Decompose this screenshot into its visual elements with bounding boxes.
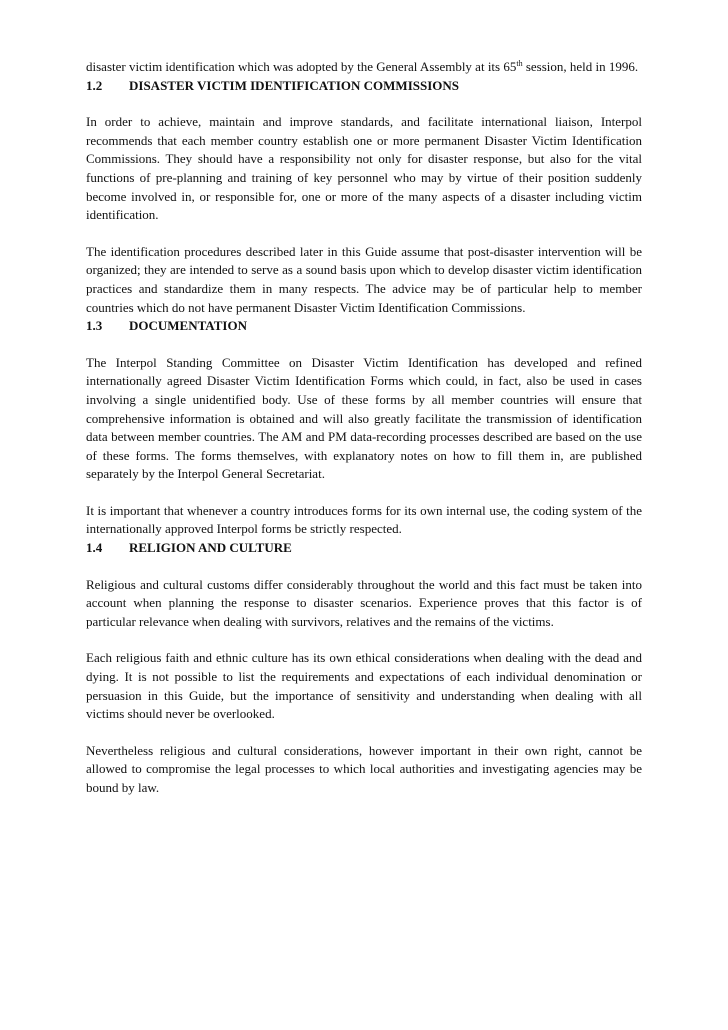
document-page [86,58,642,798]
section-title: RELIGION AND CULTURE [129,540,292,556]
section-heading-1-3 [86,317,642,336]
paragraph: It is important that whenever a country introduces forms for its own internal use, the coding system of the internationally approved Interpol forms be strictly respected. [86,502,642,537]
paragraph: Nevertheless religious and cultural considerations, however important in their own right, cannot be allowed to compromise the legal processes to which local authorities and investigating agencies may be bound by law. [86,742,642,795]
paragraph: The identification procedures described later in this Guide assume that post-disaster intervention will be organized; they are intended to serve as a sound basis upon which to develop disaster victim identification practices and standardize them in many respects. The advice may be of particular help to member countries which do not have permanent Disaster Victim Identification Commissions. [86,243,642,315]
intro-paragraph [86,58,642,77]
section-number: 1.4 [86,540,103,556]
intro-text: disaster victim identification which was adopted by the General Assembly at its 65 [86,59,517,74]
section-number: 1.2 [86,77,103,93]
paragraph: Each religious faith and ethnic culture has its own ethical considerations when dealing with the dead and dying. It is not possible to list the requirements and expectations of each individual denomination or persuasion in this Guide, but the importance of sensitivity and understanding when dealing with all victims should never be overlooked. [86,650,642,722]
ordinal-superscript: th [516,59,523,68]
paragraph: The Interpol Standing Committee on Disaster Victim Identification has developed and refined internationally agreed Disaster Victim Identification Forms which could, in fact, also be used in cases involving a single unidentified body. Use of these forms by all member countries will ensure that comprehensive information is obtained and will also greatly facilitate the transmission of identification data between member countries. The AM and PM data-recording processes described are based on the use of these forms. The forms themselves, with explanatory notes on how to fill them in, are published separately by the Interpol General Secretariat. [86,354,642,482]
paragraph: Religious and cultural customs differ considerably throughout the world and this fact must be taken into account when planning the response to disaster scenarios. Experience proves that this factor is of particular relevance when dealing with survivors, relatives and the remains of the victims. [86,576,642,629]
intro-text-end: session, held in 1996. [522,59,639,74]
paragraph: In order to achieve, maintain and improve standards, and facilitate international liaison, Interpol recommends that each member country establish one or more permanent Disaster Victim Identification Commissions. They should have a responsibility not only for disaster response, but also for the vital functions of pre-planning and training of key personnel who may by virtue of their position suddenly become involved in, or responsible for, one or more of the many aspects of a disaster including victim identification. [86,114,642,223]
section-number: 1.3 [86,318,103,334]
section-heading-1-4 [86,539,642,558]
section-title: DOCUMENTATION [129,318,247,334]
section-title: DISASTER VICTIM IDENTIFICATION COMMISSIONS [129,77,460,93]
section-heading-1-2 [86,77,642,96]
